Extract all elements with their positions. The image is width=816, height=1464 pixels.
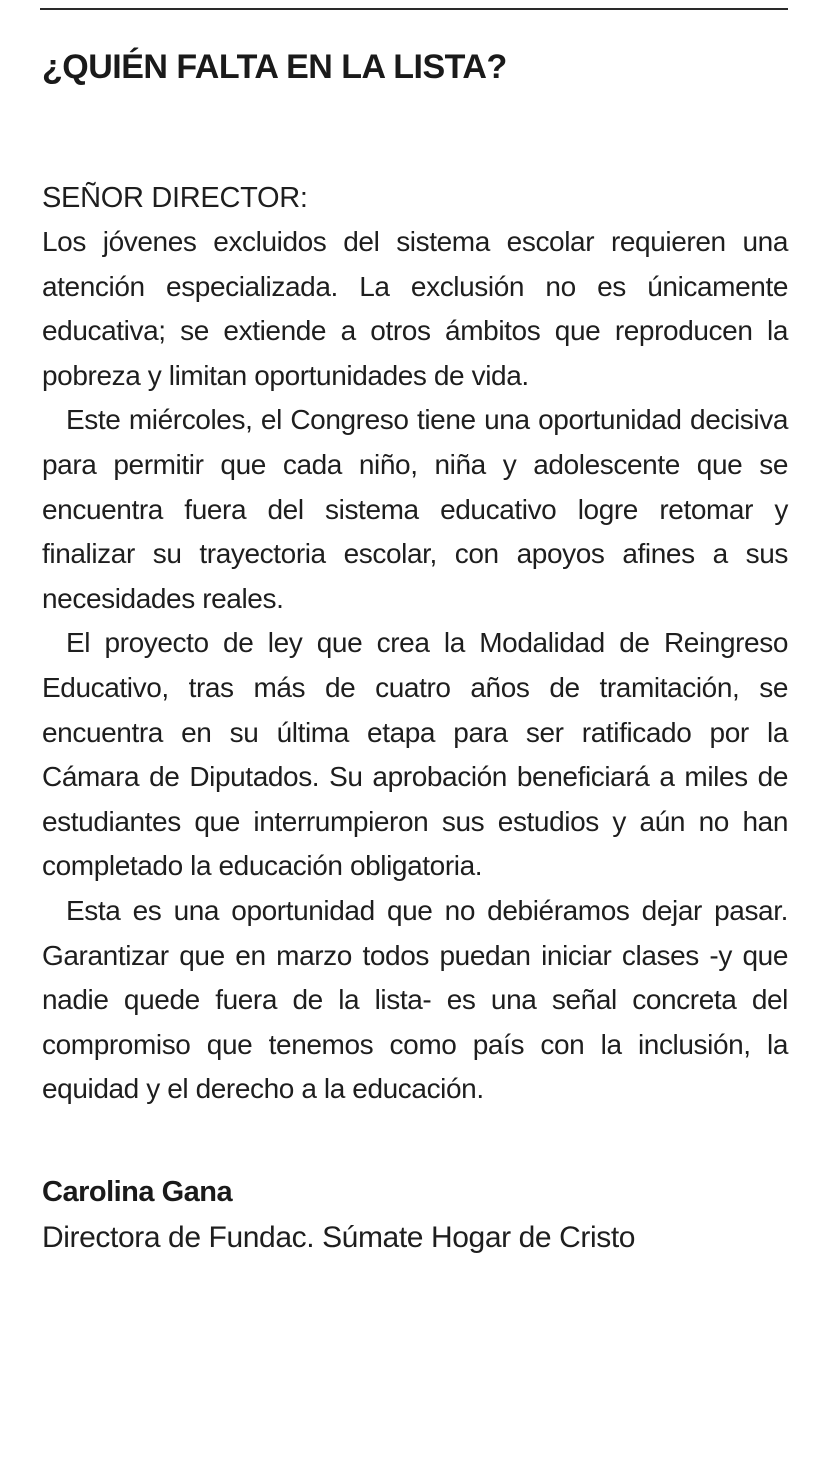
salutation: SEÑOR DIRECTOR:	[42, 182, 308, 214]
signature-name: Carolina Gana	[42, 1175, 233, 1208]
headline: ¿QUIÉN FALTA EN LA LISTA?	[42, 48, 507, 86]
body-paragraph: Este miércoles, el Congreso tiene una oportunidad decisiva para permitir que cada niño, niña y adolescente que se encuentra fuera del sistema educativo logre retomar y finalizar su trayectoria escolar, con apoyos afines a sus necesidades reales.	[42, 404, 788, 614]
letter-to-editor	[42, 44, 788, 1260]
body-paragraph: Los jóvenes excluidos del sistema escolar requieren una atención especializada. La exclusión no es únicamente educativa; se extiende a otros ámbitos que reproducen la pobreza y limitan oportunidades de vida.	[42, 226, 788, 391]
top-divider	[40, 8, 788, 10]
body-paragraph: Esta es una oportunidad que no debiéramos dejar pasar. Garantizar que en marzo todos puedan iniciar clases -y que nadie quede fuera de la lista- es una señal concreta del compromiso que tenemos como país con la inclusión, la equidad y el derecho a la educación.	[42, 894, 788, 1105]
signature-title: Directora de Fundac. Súmate Hogar de Cristo	[42, 1220, 636, 1254]
body-paragraph: El proyecto de ley que crea la Modalidad de Reingreso Educativo, tras más de cuatro años de tramitación, se encuentra en su última etapa para ser ratificado por la Cámara de Diputados. Su aprobación beneficiará a miles de estudiantes que interrumpieron sus estudios y aún no han completado la educación obligatoria.	[42, 627, 788, 882]
